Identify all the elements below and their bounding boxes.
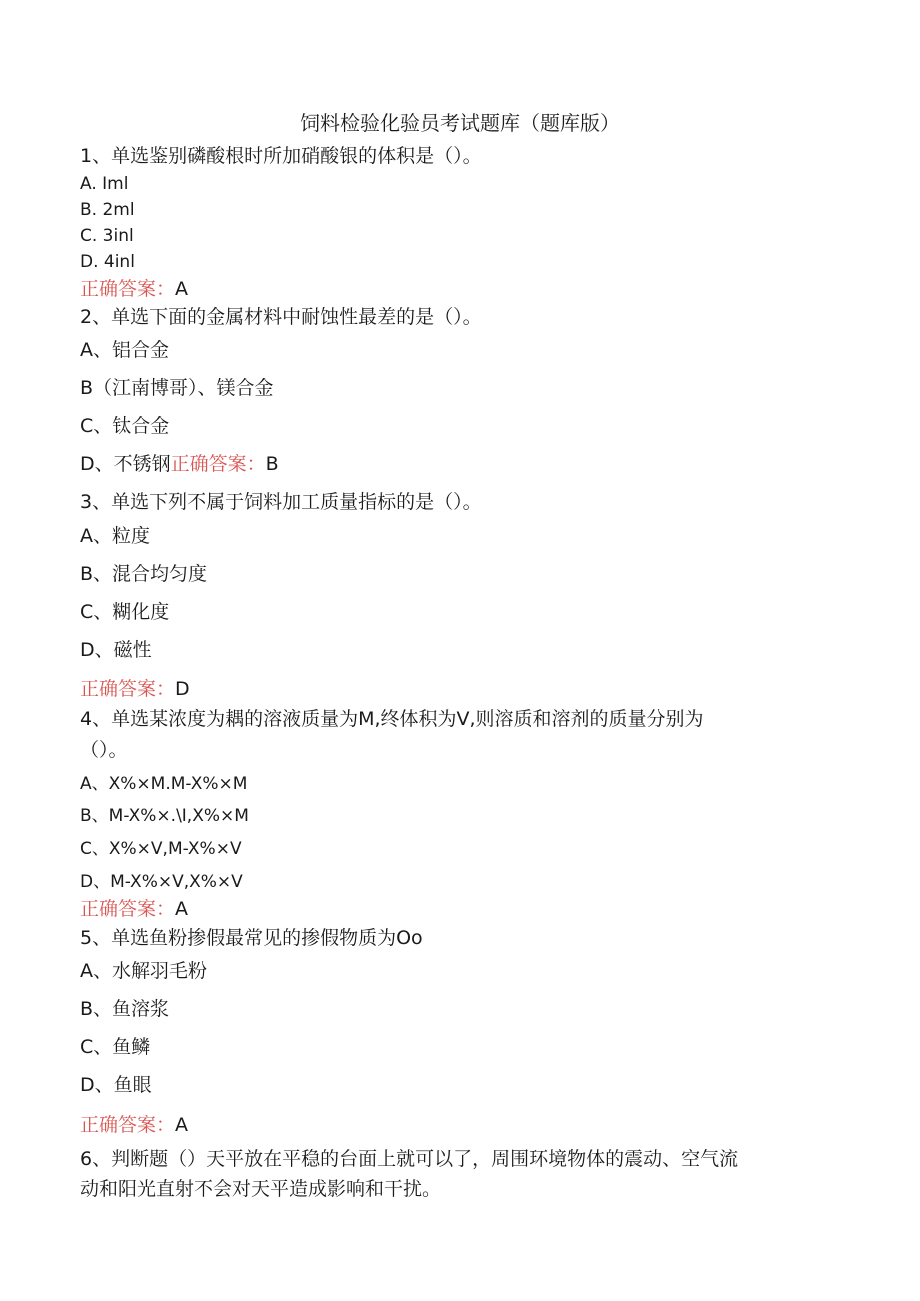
question-1-option-a: A. Iml	[80, 174, 129, 194]
answer-value: A	[175, 278, 189, 300]
question-3-stem: 3、单选下列不属于饲料加工质量指标的是（）。	[80, 491, 482, 513]
answer-value: D	[175, 678, 190, 700]
question-2-stem: 2、单选下面的金属材料中耐蚀性最差的是（）。	[80, 306, 482, 328]
question-2-option-d: D、不锈钢	[80, 453, 171, 475]
question-4-option-b: B、M-X%×.\I,X%×M	[80, 806, 249, 826]
question-4-stem-line-2: （）。	[80, 739, 128, 761]
question-2-option-a: A、铝合金	[80, 339, 169, 361]
answer-value: A	[175, 898, 189, 920]
answer-label: 正确答案：	[80, 898, 176, 920]
answer-label: 正确答案：	[80, 1114, 176, 1136]
question-5-option-a: A、水解羽毛粉	[80, 960, 207, 982]
question-1-answer	[80, 277, 188, 301]
question-3-option-d: D、磁性	[80, 639, 152, 661]
question-1-option-d: D. 4inl	[80, 252, 135, 272]
answer-label: 正确答案：	[170, 453, 266, 475]
question-4-option-c: C、X%×V,M-X%×V	[80, 839, 242, 859]
answer-value: A	[175, 1114, 189, 1136]
answer-value: B	[265, 453, 279, 475]
question-4-answer	[80, 897, 188, 921]
answer-label: 正确答案：	[80, 278, 176, 300]
question-4-option-a: A、X%×M.M-X%×M	[80, 774, 248, 794]
question-4-stem-line-1: 4、单选某浓度为耦的溶液质量为M,终体积为V,则溶质和溶剂的质量分别为	[80, 708, 704, 730]
question-5-option-d: D、鱼眼	[80, 1074, 152, 1096]
question-3-option-a: A、粒度	[80, 525, 150, 547]
question-2-option-c: C、钛合金	[80, 415, 170, 437]
answer-label: 正确答案：	[80, 678, 176, 700]
question-5-option-c: C、鱼鳞	[80, 1036, 151, 1058]
question-3-answer	[80, 677, 190, 701]
question-5-stem: 5、单选鱼粉掺假最常见的掺假物质为Oo	[80, 927, 423, 949]
question-2-option-d-with-answer	[80, 452, 279, 476]
question-6-stem-line-2: 动和阳光直射不会对天平造成影响和干扰。	[80, 1178, 442, 1200]
question-5-answer	[80, 1113, 188, 1137]
question-3-option-b: B、混合均匀度	[80, 563, 208, 585]
question-1-option-b: B. 2ml	[80, 200, 135, 220]
question-6-stem-line-1: 6、判断题（）天平放在平稳的台面上就可以了，周围环境物体的震动、空气流	[80, 1148, 739, 1170]
question-5-option-b: B、鱼溶浆	[80, 998, 170, 1020]
question-1-option-c: C. 3inl	[80, 226, 134, 246]
document-title: 饲料检验化验员考试题库（题库版）	[300, 111, 620, 135]
question-1-stem: 1、单选鉴别磷酸根时所加硝酸银的体积是（）。	[80, 145, 482, 167]
question-3-option-c: C、糊化度	[80, 601, 170, 623]
question-4-option-d: D、M-X%×V,X%×V	[80, 872, 243, 892]
question-2-option-b: B（江南博哥）、镁合金	[80, 377, 274, 399]
